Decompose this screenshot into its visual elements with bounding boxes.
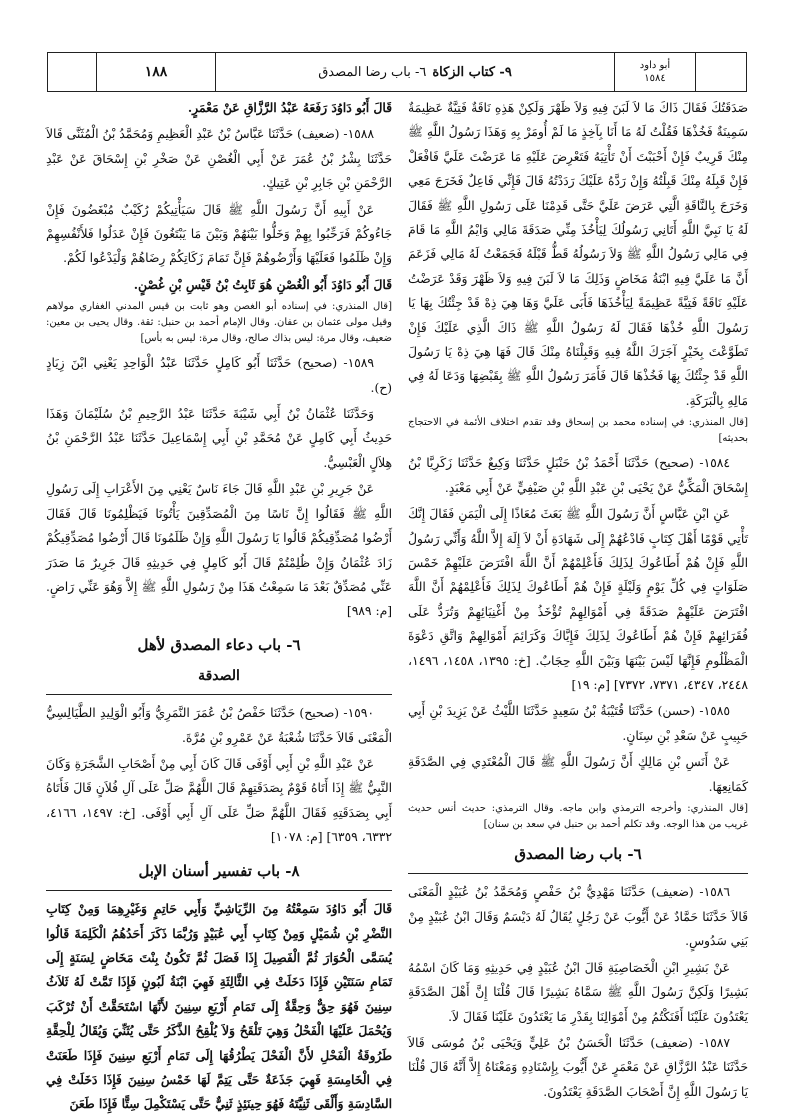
paragraph: ١٥٨٤- (صحيح) حَدَّثَنَا أَحْمَدُ بْنُ حَنْبَلٍ حَدَّثَنَا وَكِيعٌ حَدَّثَنَا زَكَرِيَّا بْنُ إِسْحَاقَ الْمَكِّيُّ عَنْ يَحْيَى بْنِ عَبْدِ اللَّهِ بْنِ صَيْفِيٍّ عَنْ أَبِي مَعْبَدٍ. (408, 456, 748, 495)
header-blank-left (48, 53, 96, 91)
paragraph: صَدَقَتُكَ فَقَالَ ذَاكَ مَا لاَ لَبَنَ فِيهِ وَلاَ ظَهْرَ وَلَكِنْ هَذِهِ نَاقَةٌ فَتِيَّةٌ عَظِيمَةٌ سَمِينَةٌ فَخُذْهَا فَقُلْتُ لَهُ مَا أَنَا بِآخِذٍ مَا لَمْ أُومَرْ بِهِ وَهَذَا رَسُولُ اللَّهِ ﷺ مِنْكَ قَرِيبٌ فَإِنْ أَحْبَبْتَ أَنْ تَأْتِيَهُ فَتَعْرِضَ عَلَيْهِ مَا عَرَضْتَ عَلَيَّ فَافْعَلْ فَإِنْ قَبِلَهُ مِنْكَ قَبِلْتُهُ وَإِنْ رَدَّهُ عَلَيْكَ رَدَدْتُهُ قَالَ فَإِنِّي فَاعِلٌ فَخَرَجَ مَعِي وَخَرَجَ بِالنَّاقَةِ الَّتِي عَرَضَ عَلَيَّ حَتَّى قَدِمْنَا عَلَى رَسُولِ اللَّهِ ﷺ فَقَالَ لَهُ يَا نَبِيَّ اللَّهِ أَتَانِي رَسُولُكَ لِيَأْخُذَ مِنِّي صَدَقَةَ مَالِي وَايْمُ اللَّهِ مَا قَامَ فِي مَالِي رَسُولُ اللَّهِ ﷺ وَلاَ رَسُولُهُ قَطُّ قَبْلَهُ فَجَمَعْتُ لَهُ مَالِي فَزَعَمَ أَنَّ مَا عَلَيَّ فِيهِ ابْنَةُ مَخَاضٍ وَذَلِكَ مَا لاَ لَبَنَ فِيهِ وَلاَ ظَهْرَ وَقَدْ عَرَضْتُ عَلَيْهِ نَاقَةً فَتِيَّةً عَظِيمَةً لِيَأْخُذَهَا فَأَبَى عَلَيَّ وَهَا هِيَ ذِهْ قَدْ جِئْتُكَ بِهَا يَا رَسُولَ اللَّهِ خُذْهَا فَقَالَ لَهُ رَسُولُ اللَّهِ ﷺ ذَاكَ الَّذِي عَلَيْكَ فَإِنْ تَطَوَّعْتَ بِخَيْرٍ آجَرَكَ اللَّهُ فِيهِ وَقَبِلْنَاهُ مِنْكَ قَالَ فَهَا هِيَ ذِهْ يَا رَسُولَ اللَّهِ قَدْ جِئْتُكَ بِهَا فَخُذْهَا قَالَ فَأَمَرَ رَسُولُ اللَّهِ ﷺ بِقَبْضِهَا وَدَعَا لَهُ فِي مَالِهِ بِالْبَرَكَةِ. (408, 101, 748, 408)
header-blank-right (695, 53, 746, 91)
running-title (215, 53, 614, 91)
heading-divider (46, 890, 392, 892)
page-number: ١٨٨ (96, 53, 215, 91)
heading-divider (408, 873, 748, 875)
book-info (614, 53, 695, 91)
footnote: [قال المنذري: وأخرجه الترمذي وابن ماجه. وقال الترمذي: حديث أنس حديث غريب من هذا الوجه. وقد تكلم أحمد بن حنبل في سعد بن سنان] (408, 802, 748, 830)
paragraph: عَنْ عَبْدِ اللَّهِ بْنِ أَبِي أَوْفَى قَالَ كَانَ أَبِي مِنْ أَصْحَابِ الشَّجَرَةِ وَكَانَ النَّبِيُّ ﷺ إِذَا أَتَاهُ قَوْمٌ بِصَدَقَتِهِمْ قَالَ اللَّهُمَّ صَلِّ عَلَى آلِ فُلاَنٍ قَالَ فَأَتَاهُ أَبِي بِصَدَقَتِهِ فَقَالَ اللَّهُمَّ صَلِّ عَلَى آلِ أَبِي أَوْفَى. [خ: ١٤٩٧، ٤١٦٦، ٦٣٣٢، ٦٣٥٩] [م: ١٠٧٨] (46, 757, 392, 845)
paragraph: عَنْ بَشِيرِ ابْنِ الْخَصَاصِيَةِ قَالَ ابْنُ عُبَيْدٍ فِي حَدِيثِهِ وَمَا كَانَ اسْمُهُ بَشِيرًا وَلَكِنَّ رَسُولَ اللَّهِ ﷺ سَمَّاهُ بَشِيرًا قَالَ قُلْنَا إِنَّ أَهْلَ الصَّدَقَةِ يَعْتَدُونَ عَلَيْنَا أَفَنَكْتُمُ مِنْ أَمْوَالِنَا بِقَدْرِ مَا يَعْتَدُونَ عَلَيْنَا فَقَالَ لاَ. (408, 960, 748, 1024)
paragraph: قَالَ أَبُو دَاوُدَ رَفَعَهُ عَبْدُ الرَّزَّاقِ عَنْ مَعْمَرٍ. (187, 100, 392, 115)
paragraph: قَالَ أَبُو دَاوُدَ أَبُو الْغُصْنِ هُوَ ثَابِتُ بْنُ قَيْسِ بْنِ غُصْنٍ. (133, 276, 392, 292)
paragraph: عَنِ ابْنِ عَبَّاسٍ أَنَّ رَسُولَ اللَّهِ ﷺ بَعَثَ مُعَاذًا إِلَى الْيَمَنِ فَقَالَ إِنَّكَ تَأْتِي قَوْمًا أَهْلَ كِتَابٍ فَادْعُهُمْ إِلَى شَهَادَةِ أَنْ لاَ إِلَهَ إِلاَّ اللَّهُ وَأَنِّي رَسُولُ اللَّهِ فَإِنْ هُمْ أَطَاعُوكَ لِذَلِكَ فَأَعْلِمْهُمْ أَنَّ اللَّهَ افْتَرَضَ عَلَيْهِمْ خَمْسَ صَلَوَاتٍ فِي كُلِّ يَوْمٍ وَلَيْلَةٍ فَإِنْ هُمْ أَطَاعُوكَ لِذَلِكَ فَأَعْلِمْهُمْ أَنَّ اللَّهَ افْتَرَضَ عَلَيْهِمْ صَدَقَةً فِي أَمْوَالِهِمْ تُؤْخَذُ مِنْ أَغْنِيَائِهِمْ وَتُرَدُّ عَلَى فُقَرَائِهِمْ فَإِنْ هُمْ أَطَاعُوكَ لِذَلِكَ فَإِيَّاكَ وَكَرَائِمَ أَمْوَالِهِمْ وَاتَّقِ دَعْوَةَ الْمَظْلُومِ فَإِنَّهَا لَيْسَ بَيْنَهَا وَبَيْنَ اللَّهِ حِجَابٌ. [خ: ١٣٩٥، ١٤٥٨، ١٤٩٦، ٢٤٤٨، ٤٣٤٧، ٧٣٧١، ٧٣٧٢] [م: ١٩] (408, 507, 748, 692)
footnote: [قال المنذري: في إسناده أبو الغصن وهو ثابت بن قيس المدني الغفاري مولاهم وقيل مولى عثمان بن عفان. وقال الإمام أحمد بن حنبل: ثقة. وقال يحيى بن معين: ضعيف، وقال مرة: ليس بذاك صالح، وقال مرة: ليس به بأس] (46, 301, 392, 345)
chapter-title: ٩- كتاب الزكاة (432, 64, 512, 80)
paragraph: ١٥٨٦- (ضعيف) حَدَّثَنَا مَهْدِيُّ بْنُ حَفْصٍ وَمُحَمَّدُ بْنُ عُبَيْدٍ الْمَعْنَى قَالاَ حَدَّثَنَا حَمَّادٌ عَنْ أَيُّوبَ عَنْ رَجُلٍ يُقَالُ لَهُ دَيْسَمٌ وَقَالَ ابْنُ عُبَيْدٍ مِنْ بَنِي سَدُوسٍ. (408, 885, 748, 949)
paragraph: ١٥٩٠- (صحيح) حَدَّثَنَا حَفْصُ بْنُ عُمَرَ النَّمَرِيُّ وَأَبُو الْوَلِيدِ الطَّيَالِسِيُّ الْمَعْنَى قَالاَ حَدَّثَنَا شُعْبَةُ عَنْ عَمْرِو بْنِ مُرَّةَ. (46, 706, 392, 745)
paragraph: وَحَدَّثَنَا عُثْمَانُ بْنُ أَبِي شَيْبَةَ حَدَّثَنَا عَبْدُ الرَّحِيمِ بْنُ سُلَيْمَانَ وَهَذَا حَدِيثُ أَبِي كَامِلٍ عَنْ مُحَمَّدِ بْنِ أَبِي إِسْمَاعِيلَ حَدَّثَنَا عَبْدُ الرَّحْمَنِ بْنُ هِلاَلٍ الْعَبْسِيُّ. (46, 407, 392, 470)
paragraph: عَنْ جَرِيرِ بْنِ عَبْدِ اللَّهِ قَالَ جَاءَ نَاسٌ يَعْنِي مِنَ الأَعْرَابِ إِلَى رَسُولِ اللَّهِ ﷺ فَقَالُوا إِنَّ نَاسًا مِنَ الْمُصَدِّقِينَ يَأْتُونَا فَيَظْلِمُونَا قَالَ فَقَالَ أَرْضُوا مُصَدِّقِيكُمْ قَالُوا يَا رَسُولَ اللَّهِ وَإِنْ ظَلَمُونَا قَالَ أَرْضُوا مُصَدِّقِيكُمْ زَادَ عُثْمَانُ وَإِنْ ظُلِمْتُمْ قَالَ أَبُو كَامِلٍ فِي حَدِيثِهِ قَالَ جَرِيرٌ مَا صَدَرَ عَنِّي مُصَدِّقٌ بَعْدَ مَا سَمِعْتُ هَذَا مِنْ رَسُولِ اللَّهِ ﷺ إِلاَّ وَهُوَ عَنِّي رَاضٍ. [م: ٩٨٩] (46, 482, 392, 619)
right-column (408, 96, 748, 1106)
paragraph: عَنْ أَبِيهِ أَنَّ رَسُولَ اللَّهِ ﷺ قَالَ سَيَأْتِيكُمْ رُكَيْبٌ مُبْغَضُونَ فَإِنْ جَاءُوكُمْ فَرَحِّبُوا بِهِمْ وَخَلُّوا بَيْنَهُمْ وَبَيْنَ مَا يَبْتَغُونَ فَإِنْ عَدَلُوا فَلأَنْفُسِهِمْ وَإِنْ ظَلَمُوا فَعَلَيْهَا وَأَرْضُوهُمْ فَإِنَّ تَمَامَ زَكَاتِكُمْ رِضَاهُمْ وَلْيَدْعُوا لَكُمْ. (46, 202, 392, 266)
chapter-heading: ٦- باب رضا المصدق (514, 844, 642, 863)
footnote: [قال المنذري: في إسناده محمد بن إسحاق وقد تقدم اختلاف الأئمة في الاحتجاج بحديثه] (408, 417, 748, 445)
chapter-heading-continued: الصدقة (198, 667, 240, 684)
chapter-heading: ٨- باب تفسير أسنان الإبل (138, 861, 300, 880)
hadith-number: ١٥٨٤ (644, 73, 666, 84)
book-name: أبو داود (639, 60, 671, 71)
paragraph: ١٥٨٥- (حسن) حَدَّثَنَا قُتَيْبَةُ بْنُ سَعِيدٍ حَدَّثَنَا اللَّيْثُ عَنْ يَزِيدَ بْنِ أَبِي حَبِيبٍ عَنْ سَعْدِ بْنِ سِنَانٍ. (408, 704, 748, 743)
left-column (46, 96, 392, 1119)
paragraph: عَنْ أَنَسِ بْنِ مَالِكٍ أَنَّ رَسُولَ اللَّهِ ﷺ قَالَ الْمُعْتَدِي فِي الصَّدَقَةِ كَمَانِعِهَا. (408, 755, 748, 794)
page-header (47, 52, 747, 92)
heading-divider (46, 694, 392, 696)
paragraph: ١٥٨٩- (صحيح) حَدَّثَنَا أَبُو كَامِلٍ حَدَّثَنَا عَبْدُ الْوَاحِدِ يَعْنِي ابْنَ زِيَادٍ (ح). (46, 356, 392, 395)
chapter-heading: ٦- باب دعاء المصدق لأهل (137, 635, 301, 654)
paragraph: قَالَ أَبُو دَاوُدَ سَمِعْتُهُ مِنَ الرِّيَاشِيِّ وَأَبِي حَاتِمٍ وَغَيْرِهِمَا وَمِنْ كِتَابِ النَّضْرِ بْنِ شُمَيْلٍ وَمِنْ كِتَابِ أَبِي عُبَيْدٍ وَرُبَّمَا ذَكَرَ أَحَدُهُمُ الْكَلِمَةَ قَالُوا يُسَمَّى الْحُوَارَ ثُمَّ الْفَصِيلَ إِذَا فَصَلَ ثُمَّ تَكُونُ بِنْتَ مَخَاضٍ لِسَنَةٍ إِلَى تَمَامِ سَنَتَيْنِ فَإِذَا دَخَلَتْ فِي الثَّالِثَةِ فَهِيَ ابْنَةُ لَبُونٍ فَإِذَا تَمَّتْ لَهُ ثَلاَثُ سِنِينَ فَهُوَ حِقٌّ وَحِقَّةٌ إِلَى تَمَامِ أَرْبَعِ سِنِينَ لأَنَّهَا اسْتَحَقَّتْ أَنْ تُرْكَبَ وَيُحْمَلَ عَلَيْهَا الْفَحْلُ وَهِيَ تَلْقَحُ وَلاَ يُلْقِحُ الذَّكَرُ حَتَّى يُثَنِّيَ وَيُقَالُ لِلْحِقَّةِ طَرُوقَةُ الْفَحْلِ لأَنَّ الْفَحْلَ يَطْرُقُهَا إِلَى تَمَامِ أَرْبَعِ سِنِينَ فَإِذَا طَعَنَتْ فِي الْخَامِسَةِ فَهِيَ جَذَعَةٌ حَتَّى يَتِمَّ لَهَا خَمْسُ سِنِينَ فَإِذَا دَخَلَتْ فِي السَّادِسَةِ وَأَلْقَى ثَنِيَّتَهُ فَهُوَ حِينَئِذٍ ثَنِيٌّ حَتَّى يَسْتَكْمِلَ سِتًّا فَإِذَا طَعَنَ (46, 901, 392, 1112)
section-title: ٦- باب رضا المصدق (318, 64, 427, 80)
paragraph: ١٥٨٧- (ضعيف) حَدَّثَنَا الْحَسَنُ بْنُ عَلِيٍّ وَيَحْيَى بْنُ مُوسَى قَالاَ حَدَّثَنَا عَبْدُ الرَّزَّاقِ عَنْ مَعْمَرٍ عَنْ أَيُّوبَ بِإِسْنَادِهِ وَمَعْنَاهُ إِلاَّ أَنَّهُ قَالَ قُلْنَا يَا رَسُولَ اللَّهِ إِنَّ أَصْحَابَ الصَّدَقَةِ يَعْتَدُونَ. (408, 1035, 748, 1099)
paragraph: ١٥٨٨- (ضعيف) حَدَّثَنَا عَبَّاسُ بْنُ عَبْدِ الْعَظِيمِ وَمُحَمَّدُ بْنُ الْمُثَنَّى قَالاَ حَدَّثَنَا بِشْرُ بْنُ عُمَرَ عَنْ أَبِي الْغُصْنِ عَنْ صَخْرِ بْنِ إِسْحَاقَ عَنْ عَبْدِ الرَّحْمَنِ بْنِ جَابِرِ بْنِ عَتِيكٍ. (46, 127, 392, 191)
